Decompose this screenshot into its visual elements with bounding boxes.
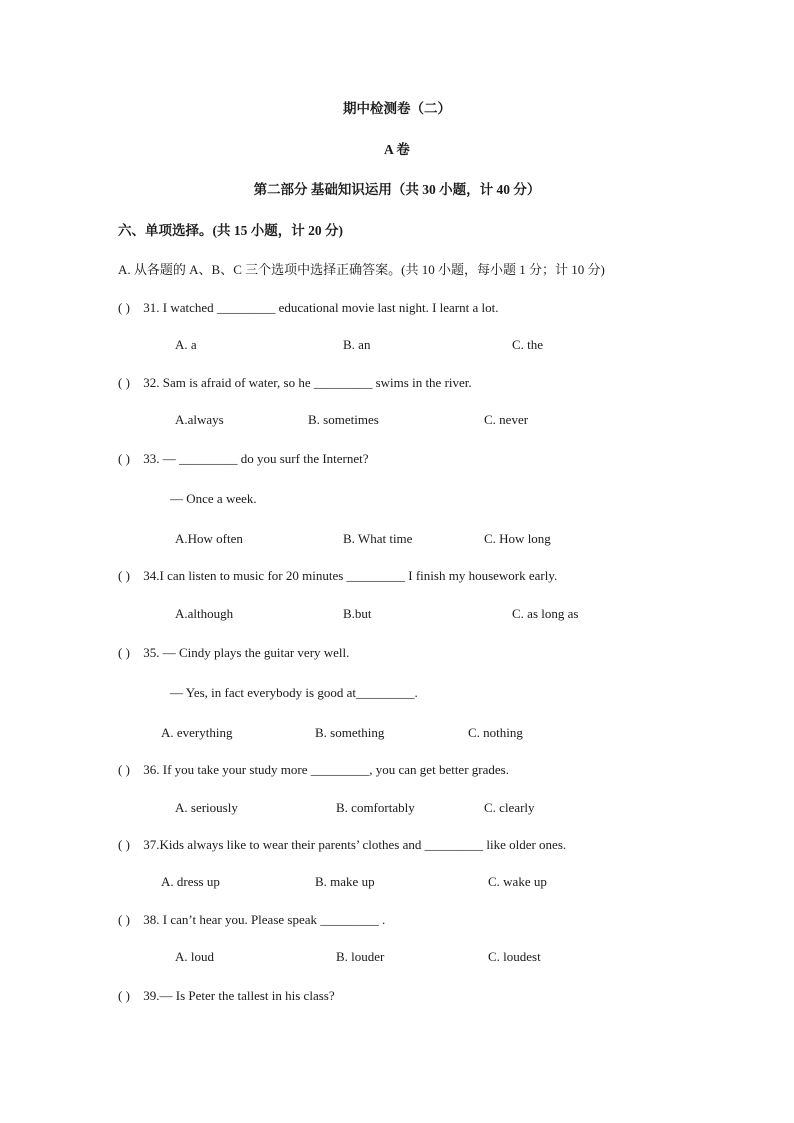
option-a: A.How often — [175, 531, 243, 546]
option-a: A.always — [175, 412, 224, 427]
answer-paren[interactable]: ( ) — [118, 451, 130, 466]
question-38 — [118, 912, 385, 928]
question-text: 38. I can’t hear you. Please speak _________ . — [143, 912, 386, 927]
answer-paren[interactable]: ( ) — [118, 988, 130, 1003]
option-c: C. wake up — [488, 874, 547, 889]
question-32 — [118, 375, 472, 391]
question-34 — [118, 568, 557, 584]
option-a: A. dress up — [161, 874, 220, 889]
option-c: C. How long — [484, 531, 551, 546]
option-c: C. nothing — [468, 725, 523, 740]
question-33 — [118, 451, 369, 467]
question-text: 37.Kids always like to wear their parents’ clothes and _________ like older ones. — [143, 837, 567, 852]
option-a: A. a — [175, 337, 197, 352]
part-heading: 第二部分 基础知识运用（共 30 小题，计 40 分） — [253, 182, 541, 197]
option-c: C. never — [484, 412, 529, 427]
question-text: 35. — Cindy plays the guitar very well. — [143, 645, 350, 660]
option-b: B. comfortably — [336, 800, 415, 815]
answer-paren[interactable]: ( ) — [118, 762, 130, 777]
option-c: C. the — [512, 337, 544, 352]
question-reply: — Yes, in fact everybody is good at_________. — [170, 685, 418, 700]
option-a: A. seriously — [175, 800, 238, 815]
question-text: 36. If you take your study more _________, you can get better grades. — [143, 762, 509, 777]
question-text: 33. — _________ do you surf the Internet? — [143, 451, 369, 466]
question-text: 34.I can listen to music for 20 minutes _________ I finish my housework early. — [143, 568, 558, 583]
answer-paren[interactable]: ( ) — [118, 912, 130, 927]
option-a: A.although — [175, 606, 234, 621]
question-text: 31. I watched _________ educational movie last night. I learnt a lot. — [143, 300, 499, 315]
answer-paren[interactable]: ( ) — [118, 300, 130, 315]
question-text: 32. Sam is afraid of water, so he _________ swims in the river. — [143, 375, 472, 390]
option-b: B. make up — [315, 874, 375, 889]
section-heading: 六、单项选择。(共 15 小题，计 20 分) — [118, 223, 343, 238]
option-b: B. louder — [336, 949, 385, 964]
option-b: B. sometimes — [308, 412, 379, 427]
question-text: 39.— Is Peter the tallest in his class? — [143, 988, 335, 1003]
option-b: B.but — [343, 606, 372, 621]
option-b: B. something — [315, 725, 385, 740]
option-c: C. loudest — [488, 949, 541, 964]
option-c: C. clearly — [484, 800, 535, 815]
answer-paren[interactable]: ( ) — [118, 375, 130, 390]
answer-paren[interactable]: ( ) — [118, 645, 130, 660]
section-instructions: A. 从各题的 A、B、C 三个选项中选择正确答案。(共 10 小题，每小题 1 分；计 10 分) — [118, 262, 605, 277]
volume-label: A 卷 — [384, 142, 410, 157]
page-title: 期中检测卷（二） — [343, 101, 451, 116]
answer-paren[interactable]: ( ) — [118, 568, 130, 583]
question-31 — [118, 300, 499, 316]
question-39 — [118, 988, 335, 1004]
answer-paren[interactable]: ( ) — [118, 837, 130, 852]
question-36 — [118, 762, 509, 778]
option-a: A. everything — [161, 725, 233, 740]
option-b: B. What time — [343, 531, 413, 546]
option-a: A. loud — [175, 949, 214, 964]
question-35 — [118, 645, 349, 661]
option-c: C. as long as — [512, 606, 579, 621]
option-b: B. an — [343, 337, 371, 352]
question-37 — [118, 837, 566, 853]
question-reply: — Once a week. — [170, 491, 257, 506]
